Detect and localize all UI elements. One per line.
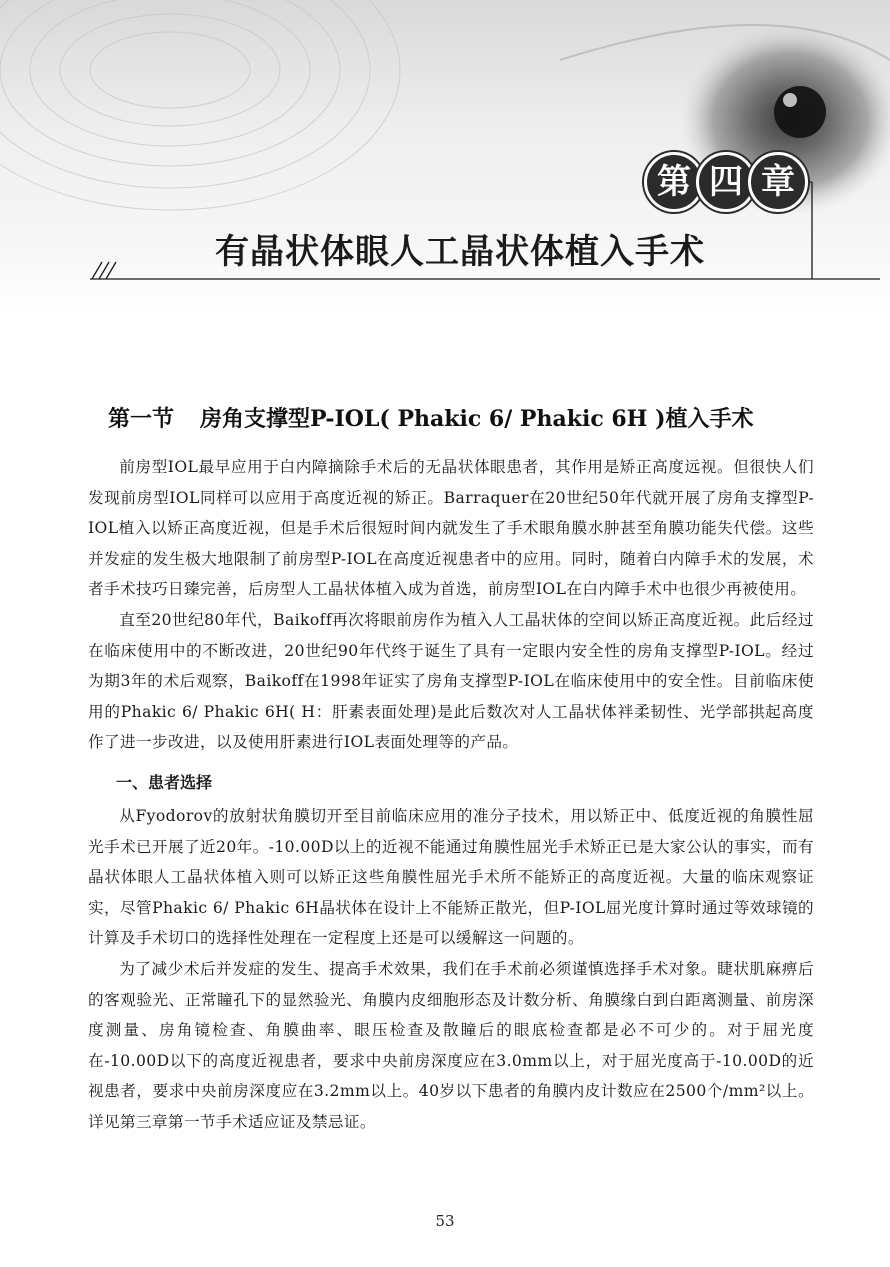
- section-number: 第一节: [108, 406, 175, 432]
- section-body: [88, 452, 814, 1137]
- paragraph: 直至20世纪80年代，Baikoff再次将眼前房作为植入人工晶状体的空间以矫正高度近视。此后经过在临床使用中的不断改进，20世纪90年代终于诞生了具有一定眼内安全性的房角支撑型P-IOL。经过为期3年的术后观察，Baikoff在1998年证实了房角支撑型P-IOL在临床使用中的安全性。目前临床使用的Phakic 6/ Phakic 6H( H：肝素表面处理)是此后数次对人工晶状体袢柔韧性、光学部拱起高度作了进一步改进，以及使用肝素进行IOL表面处理等的产品。: [88, 610, 814, 752]
- subsection-heading: 一、患者选择: [116, 772, 213, 792]
- chapter-badge-char-2: 四: [696, 152, 756, 212]
- chapter-title: 有晶状体眼人工晶状体植入手术: [215, 232, 705, 272]
- paragraph: 前房型IOL最早应用于白内障摘除手术后的无晶状体眼患者，其作用是矫正高度远视。但很快人们发现前房型IOL同样可以应用于高度近视的矫正。Barraquer在20世纪50年代就开展了房角支撑型P-IOL植入以矫正高度近视，但是手术后很短时间内就发生了手术眼角膜水肿甚至角膜功能失代偿。这些并发症的发生极大地限制了前房型P-IOL在高度近视患者中的应用。同时，随着白内障手术的发展，术者手术技巧日臻完善，后房型人工晶状体植入成为首选，前房型IOL在白内障手术中也很少再被使用。: [88, 458, 814, 599]
- section-heading: [108, 402, 808, 433]
- chapter-badge: [644, 150, 800, 214]
- paragraph: 从Fyodorov的放射状角膜切开至目前临床应用的准分子技术，用以矫正中、低度近视的角膜性屈光手术已开展了近20年。-10.00D以上的近视不能通过角膜性屈光手术矫正已是大家公认的事实，而有晶状体眼人工晶状体植入则可以矫正这些角膜性屈光手术所不能矫正的高度近视。大量的临床观察证实，尽管Phakic 6/ Phakic 6H晶状体在设计上不能矫正散光，但P-IOL屈光度计算时通过等效球镜的计算及手术切口的选择性处理在一定程度上还是可以缓解这一问题的。: [88, 806, 814, 948]
- section-title: 房角支撑型P-IOL( Phakic 6/ Phakic 6H )植入手术: [200, 406, 754, 432]
- chapter-badge-char-1: 第: [644, 152, 704, 212]
- chapter-banner: [0, 0, 890, 318]
- page-number: 53: [435, 1212, 455, 1230]
- chapter-badge-char-3: 章: [748, 152, 808, 212]
- paragraph: 为了减少术后并发症的发生、提高手术效果，我们在手术前必须谨慎选择手术对象。睫状肌麻痹后的客观验光、正常瞳孔下的显然验光、角膜内皮细胞形态及计数分析、角膜缘白到白距离测量、前房深度测量、房角镜检查、角膜曲率、眼压检查及散瞳后的眼底检查都是必不可少的。对于屈光度在-10.00D以下的高度近视患者，要求中央前房深度应在3.0mm以上，对于屈光度高于-10.00D的近视患者，要求中央前房深度应在3.2mm以上。40岁以下患者的角膜内皮计数应在2500个/mm²以上。详见第三章第一节手术适应证及禁忌证。: [88, 959, 814, 1131]
